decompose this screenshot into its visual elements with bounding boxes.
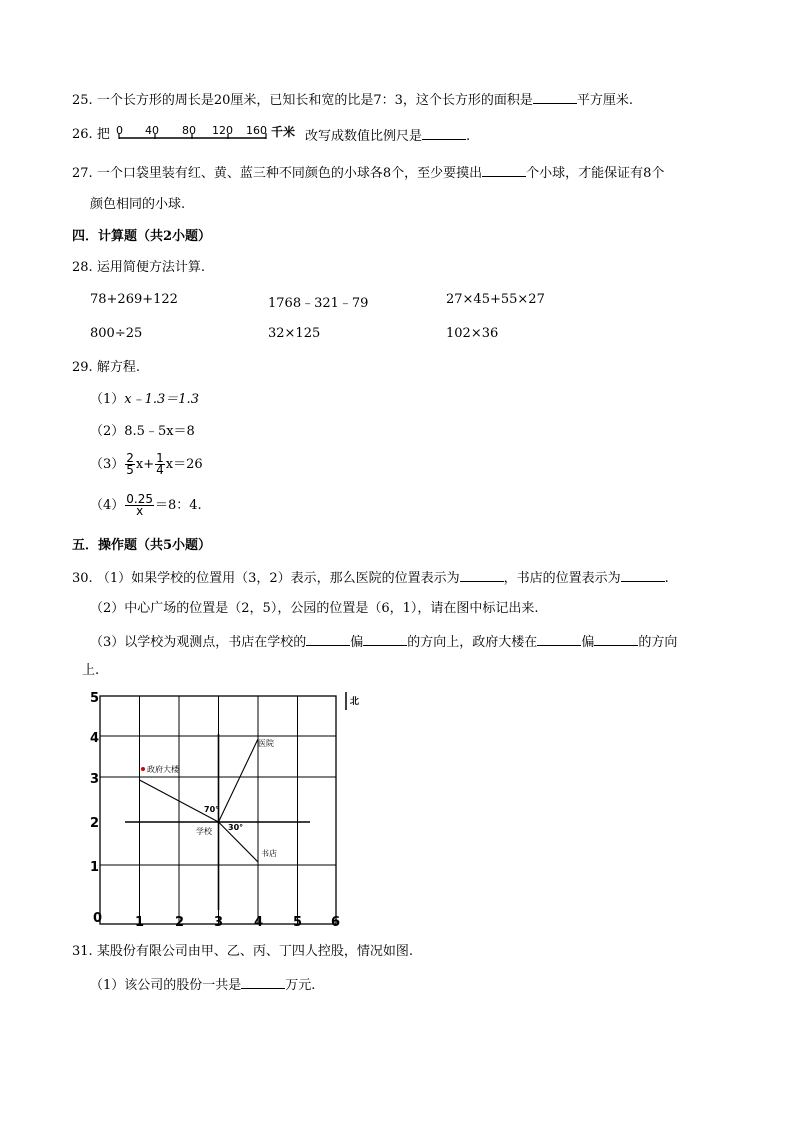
position-grid-chart bbox=[80, 684, 380, 934]
q30-p3-c: 的方向上，政府大楼在 bbox=[407, 635, 538, 650]
q28-expr-2: 1768﹣321﹣79 bbox=[268, 296, 369, 311]
question-30-part-1 bbox=[72, 568, 669, 588]
y-label-1: 1 bbox=[90, 860, 100, 875]
q26-continuation bbox=[305, 126, 470, 146]
section-5-title: 五．操作题（共5小题） bbox=[72, 538, 212, 553]
q28-expr-1: 78+269+122 bbox=[90, 292, 178, 307]
q27-line2: 颜色相同的小球. bbox=[90, 197, 186, 212]
frac1-den: 5 bbox=[126, 463, 134, 477]
q28-expr-4: 800÷25 bbox=[90, 326, 143, 341]
q27-answer-blank[interactable] bbox=[482, 163, 526, 177]
x-label-3: 3 bbox=[214, 915, 224, 930]
q27-number: 27. bbox=[72, 166, 93, 181]
q30-p3-d: 偏 bbox=[581, 635, 595, 650]
q29-e3-fraction-2 bbox=[155, 453, 165, 476]
section-4-title: 四．计算题（共2小题） bbox=[72, 229, 212, 244]
question-25 bbox=[72, 90, 633, 110]
q29-number: 29. bbox=[72, 360, 93, 375]
q29-prompt: 解方程. bbox=[96, 360, 140, 375]
question-30-part-3 bbox=[90, 632, 677, 652]
q30-p3-e: 的方向 bbox=[638, 635, 678, 650]
y-label-4: 4 bbox=[90, 731, 100, 746]
q26-number: 26. bbox=[72, 127, 93, 142]
q26-period: . bbox=[466, 129, 471, 144]
frac4-den: x bbox=[136, 504, 144, 518]
q28-prompt: 运用简便方法计算. bbox=[96, 260, 205, 275]
q26-text: 把 bbox=[96, 127, 110, 142]
q25-answer-blank[interactable] bbox=[533, 90, 577, 104]
q31-number: 31. bbox=[72, 944, 93, 959]
scale-label-80: 80 bbox=[182, 124, 196, 137]
q26-text-after: 改写成数值比例尺是 bbox=[305, 129, 423, 144]
q29-equation-3 bbox=[90, 452, 203, 478]
label-hospital: 医院 bbox=[258, 739, 274, 748]
label-government: 政府大楼 bbox=[147, 765, 179, 774]
q29-e3-label: （3） bbox=[90, 457, 125, 472]
scale-label-40: 40 bbox=[145, 124, 159, 137]
x-label-4: 4 bbox=[254, 915, 264, 930]
q30-bookstore-blank[interactable] bbox=[621, 568, 665, 582]
q29-e4-label: （4） bbox=[90, 498, 125, 513]
y-label-3: 3 bbox=[90, 772, 100, 787]
q30-p3-a: （3）以学校为观测点，书店在学校的 bbox=[90, 635, 307, 650]
q31-text: 某股份有限公司由甲、乙、丙、丁四人控股，情况如图. bbox=[96, 944, 413, 959]
q30-dir-blank-1[interactable] bbox=[306, 632, 350, 646]
line-scale-bar bbox=[116, 124, 296, 144]
q28-number: 28. bbox=[72, 260, 93, 275]
frac2-num: 1 bbox=[156, 451, 164, 465]
q28-expr-3: 27×45+55×27 bbox=[446, 292, 545, 307]
q30-p1-end: . bbox=[664, 571, 669, 586]
q31-answer-blank[interactable] bbox=[241, 975, 285, 989]
q27-text: 一个口袋里装有红、黄、蓝三种不同颜色的小球各8个，至少要摸出 bbox=[96, 166, 483, 181]
q31-p1-text: （1）该公司的股份一共是 bbox=[90, 978, 242, 993]
frac2-den: 4 bbox=[156, 463, 164, 477]
x-label-6: 6 bbox=[331, 915, 341, 930]
frac1-num: 2 bbox=[126, 451, 134, 465]
q27-text-after: 个小球，才能保证有8个 bbox=[526, 166, 665, 181]
question-29 bbox=[72, 359, 140, 377]
q29-e3-end: x＝26 bbox=[165, 457, 203, 472]
q29-e1: x﹣1.3＝1.3 bbox=[124, 392, 199, 407]
y-label-2: 2 bbox=[90, 816, 100, 831]
question-27 bbox=[72, 163, 664, 183]
q26-answer-blank[interactable] bbox=[422, 126, 466, 140]
q30-dir-blank-2[interactable] bbox=[363, 632, 407, 646]
q30-dir-blank-3[interactable] bbox=[537, 632, 581, 646]
question-28 bbox=[72, 259, 205, 277]
y-label-5: 5 bbox=[90, 691, 100, 706]
label-bookstore: 书店 bbox=[261, 849, 277, 858]
question-30-part-2: （2）中心广场的位置是（2，5），公园的位置是（6，1），请在图中标记出来. bbox=[90, 601, 539, 616]
q29-e2-label: （2） bbox=[90, 424, 125, 439]
scale-label-0: 0 bbox=[116, 124, 123, 137]
q29-e4-fraction bbox=[125, 494, 154, 517]
q30-p1-mid: ，书店的位置表示为 bbox=[503, 571, 621, 586]
q29-e4-end: ＝8：4. bbox=[155, 498, 202, 513]
scale-label-160: 160 bbox=[246, 124, 267, 137]
q30-p3-b: 偏 bbox=[350, 635, 364, 650]
government-marker bbox=[141, 767, 145, 771]
frac4-num: 0.25 bbox=[126, 492, 153, 506]
scale-label-120: 120 bbox=[212, 124, 233, 137]
q30-hospital-blank[interactable] bbox=[460, 568, 504, 582]
q28-expr-6: 102×36 bbox=[446, 326, 499, 341]
q31-p1-after: 万元. bbox=[285, 978, 316, 993]
question-26 bbox=[72, 126, 110, 144]
q31-part-1 bbox=[90, 975, 315, 995]
q30-dir-blank-4[interactable] bbox=[594, 632, 638, 646]
x-label-5: 5 bbox=[293, 915, 303, 930]
q30-p1-text: （1）如果学校的位置用（3，2）表示，那么医院的位置表示为 bbox=[96, 571, 460, 586]
q29-equation-2 bbox=[90, 423, 195, 441]
q25-text: 一个长方形的周长是20厘米，已知长和宽的比是7：3，这个长方形的面积是 bbox=[96, 93, 533, 108]
q25-text-after: 平方厘米. bbox=[576, 93, 634, 108]
q30-number: 30. bbox=[72, 571, 93, 586]
north-label: 北 bbox=[350, 697, 360, 707]
q30-p3-line2: 上. bbox=[82, 663, 100, 678]
question-31 bbox=[72, 943, 413, 961]
label-school: 学校 bbox=[196, 827, 212, 836]
q29-e2: 8.5﹣5x＝8 bbox=[124, 424, 195, 439]
scale-unit: 千米 bbox=[271, 125, 296, 139]
q28-expr-5: 32×125 bbox=[268, 326, 321, 341]
q29-e3-fraction-1 bbox=[125, 453, 135, 476]
x-label-2: 2 bbox=[175, 915, 185, 930]
angle-30: 30° bbox=[228, 823, 244, 832]
q29-e1-label: （1） bbox=[90, 392, 125, 407]
q29-equation-1 bbox=[90, 391, 199, 409]
x-label-1: 1 bbox=[135, 915, 145, 930]
angle-70: 70° bbox=[204, 805, 220, 814]
q25-number: 25. bbox=[72, 93, 93, 108]
x-label-0: 0 bbox=[93, 911, 103, 926]
q29-equation-4 bbox=[90, 493, 202, 519]
q29-e3-mid: x+ bbox=[135, 457, 155, 472]
